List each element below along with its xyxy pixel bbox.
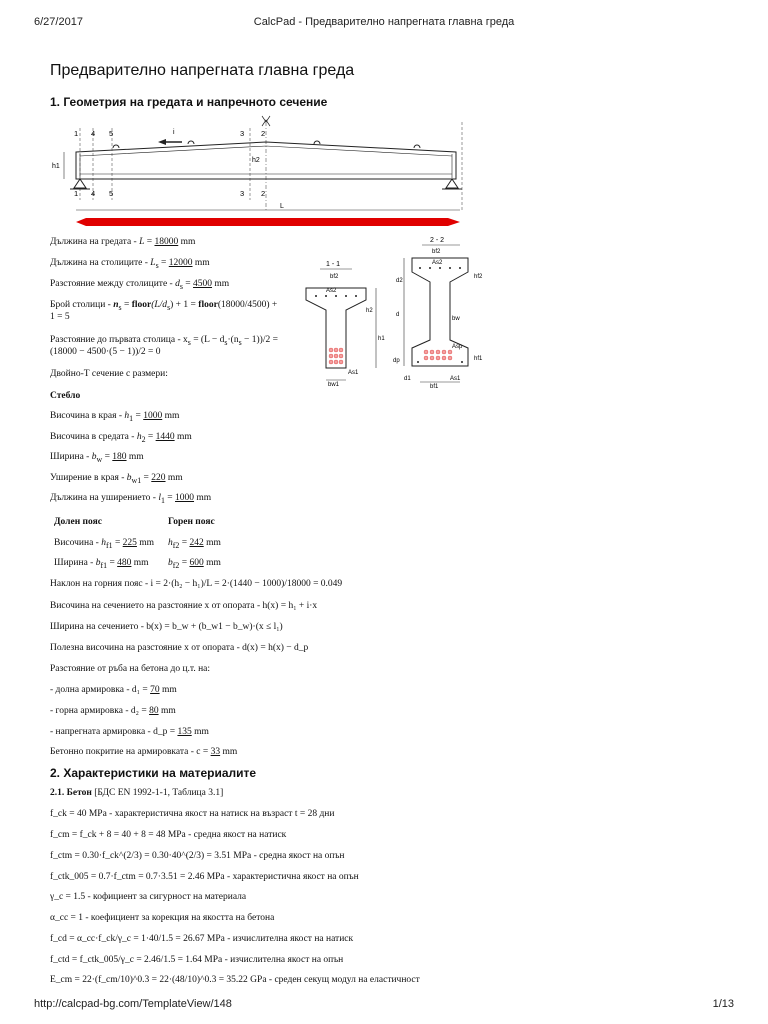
- beam-length-bar: [76, 218, 460, 226]
- label-as2-1: As2: [326, 288, 337, 294]
- line-hf1: Височина - $h_{f1} = 225$ mm: [54, 538, 155, 550]
- label-h1-sec: h1: [378, 336, 385, 342]
- line-fctm: f_ctm = 0.30·f_ck^(2/3) = 0.30·40^(2/3) = 3.51 MPa - средна якост на опън: [50, 851, 345, 861]
- label-hf2: hf2: [474, 274, 483, 280]
- support-right-icon: [446, 179, 458, 188]
- line-naklon: Наклон на горния пояс - i = 2·(h₂ − h₁)/L = 2·(1440 − 1000)/18000 = 0.049: [50, 579, 343, 589]
- section-1-1-strands: [329, 348, 343, 364]
- line-h2: Височина в средата - $h_2 = 1440$ mm: [50, 432, 192, 444]
- line-hf2: $h_{f2} = 242$ mm: [168, 538, 221, 550]
- label-h1: h1: [52, 163, 60, 170]
- line-ds: Разстояние между столиците - $d_s = 4500$ mm: [50, 279, 230, 291]
- line-beton: 2.1. Бетон [БДС EN 1992-1-1, Таблица 3.1]: [50, 788, 224, 798]
- label-d: d: [396, 312, 400, 318]
- line-bw1: Уширение в края - $b_{w1} = 220$ mm: [50, 473, 183, 485]
- label-bw1: bw1: [328, 382, 340, 388]
- label-as2-2: As2: [432, 260, 443, 266]
- cut-label-1-bottom: 1: [74, 189, 79, 198]
- browser-print-header: [34, 16, 734, 32]
- beam-elevation-diagram: [50, 112, 470, 232]
- label-L: L: [280, 203, 284, 210]
- section-1-heading-wrap: [50, 95, 327, 109]
- label-as1-1: As1: [348, 370, 359, 376]
- label-bw: bw: [452, 316, 460, 322]
- label-dp: dp: [393, 358, 400, 364]
- label-bf2-1: bf2: [330, 274, 339, 280]
- section-2-heading: 2. Характеристики на материалите: [50, 766, 257, 780]
- line-d1: - долна армировка - d₁ = 70 mm: [50, 685, 177, 695]
- cut-label-1: 1: [74, 129, 79, 138]
- line-bf2: $b_{f2} = 600$ mm: [168, 558, 221, 570]
- section-1-1-title: 1 - 1: [326, 261, 341, 268]
- label-h2: h2: [252, 157, 260, 164]
- line-ns-cont: 1 = 5: [50, 312, 70, 322]
- label-h2-sec: h2: [366, 308, 373, 314]
- print-title: CalcPad - Предварително напрегната главна греда: [253, 16, 515, 28]
- label-d1: d1: [404, 376, 411, 382]
- line-gc: γ_c = 1.5 - кофициент за сигурност на материала: [50, 892, 247, 902]
- line-ns: Брой столици - $n_s$ = $floor(L/d_s) + 1$ = floor(18000/4500) +: [50, 300, 278, 312]
- cut-label-5-bottom: 5: [109, 189, 114, 198]
- line-bx: Ширина на сечението - b(x) = b_w + (b_w1 − b_w)·(x ≤ l₁): [50, 622, 283, 632]
- label-hf1: hf1: [474, 356, 483, 362]
- cut-label-5: 5: [109, 129, 114, 138]
- line-hx: Височина на сечението на разстояние x от опората - h(x) = h₁ + i·x: [50, 601, 318, 611]
- section-2-2-title: 2 - 2: [430, 237, 445, 244]
- line-fck: f_ck = 40 MPa - характеристична якост на натиск на възраст t = 28 дни: [50, 809, 335, 819]
- line-fcm: f_cm = f_ck + 8 = 40 + 8 = 48 MPa - средна якост на натиск: [50, 830, 287, 840]
- label-bf1: bf1: [430, 384, 439, 390]
- line-l1: Дължина на уширението - $l_1 = 1000$ mm: [50, 493, 212, 505]
- label-bf2-2: bf2: [432, 249, 441, 255]
- line-xs: Разстояние до първата столица - $x_s = (L - d_s\cdot(n_s - 1))/2$ =: [50, 335, 278, 347]
- line-dp: - напрегната армировка - d_p = 135 mm: [50, 727, 209, 737]
- cut-label-2-bottom: 2: [261, 189, 266, 198]
- line-xs-cont: (18000 − 4500·(5 − 1))/2 = 0: [50, 347, 161, 357]
- line-h1: Височина в края - $h_1 = 1000$ mm: [50, 411, 180, 423]
- line-d2: - горна армировка - d₂ = 80 mm: [50, 706, 176, 716]
- line-c: Бетонно покритие на армировката - c = 33 mm: [50, 747, 238, 757]
- line-L: Дължина на гредата - L = 18000 mm: [50, 237, 196, 247]
- line-bf1: Ширина - $b_{f1} = 480$ mm: [54, 558, 149, 570]
- lifting-loop-icon: [414, 145, 420, 148]
- line-fcd: f_cd = α_cc·f_ck/γ_c = 1·40/1.5 = 26.67 MPa - изчислителна якост на натиск: [50, 934, 354, 944]
- line-fctk: f_ctk_005 = 0.7·f_ctm = 0.7·3.51 = 2.46 MPa - характеристична якост на опън: [50, 872, 359, 882]
- browser-print-footer: [34, 998, 734, 1014]
- cut-label-2: 2: [261, 129, 266, 138]
- col-dolen: Долен пояс: [54, 517, 102, 527]
- label-d2: d2: [396, 278, 403, 284]
- slope-arrowhead-icon: [158, 139, 166, 145]
- support-left-icon: [74, 179, 86, 188]
- line-steblo: Стебло: [50, 391, 81, 401]
- line-fctd: f_ctd = f_ctk_005/γ_c = 2.46/1.5 = 1.64 MPa - изчислителна якост на опън: [50, 955, 344, 965]
- cut-label-4-bottom: 4: [91, 189, 96, 198]
- print-url: http://calcpad-bg.com/TemplateView/148: [34, 998, 232, 1010]
- line-Ls: Дължина на столиците - $L_s = 12000$ mm: [50, 258, 210, 270]
- line-dvoino: Двойно-Т сечение с размери:: [50, 369, 168, 379]
- lifting-loop-icon: [188, 141, 194, 144]
- print-page-number: 1/13: [712, 998, 734, 1010]
- cross-section-diagram: [300, 232, 500, 402]
- lifting-loop-icon: [314, 141, 320, 144]
- section-1-heading: 1. Геометрия на гредата и напречното сечение: [50, 95, 328, 109]
- label-as1-2: As1: [450, 376, 461, 382]
- line-acc: α_cc = 1 - коефициент за корекция на якостта на бетона: [50, 913, 275, 923]
- lifting-loop-icon: [113, 145, 119, 148]
- line-razst: Разстояние от ръба на бетона до ц.т. на:: [50, 664, 211, 674]
- section-2-heading-wrap: [50, 766, 256, 780]
- label-asp: Asp: [452, 344, 463, 350]
- page-title: Предварително напрегната главна греда: [50, 62, 355, 79]
- col-goren: Горен пояс: [168, 517, 215, 527]
- cut-label-4: 4: [91, 129, 96, 138]
- line-bw: Ширина - $b_w = 180$ mm: [50, 452, 144, 464]
- print-date: 6/27/2017: [34, 16, 83, 28]
- cut-label-3: 3: [240, 129, 245, 138]
- line-ecm: E_cm = 22·(f_cm/10)^0.3 = 22·(48/10)^0.3 = 35.22 GPa - среден секущ модул на еластичност: [50, 975, 420, 985]
- label-i: i: [173, 129, 175, 136]
- line-dx: Полезна височина на разстояние x от опората - d(x) = h(x) − d_p: [50, 643, 309, 653]
- cut-label-3-bottom: 3: [240, 189, 245, 198]
